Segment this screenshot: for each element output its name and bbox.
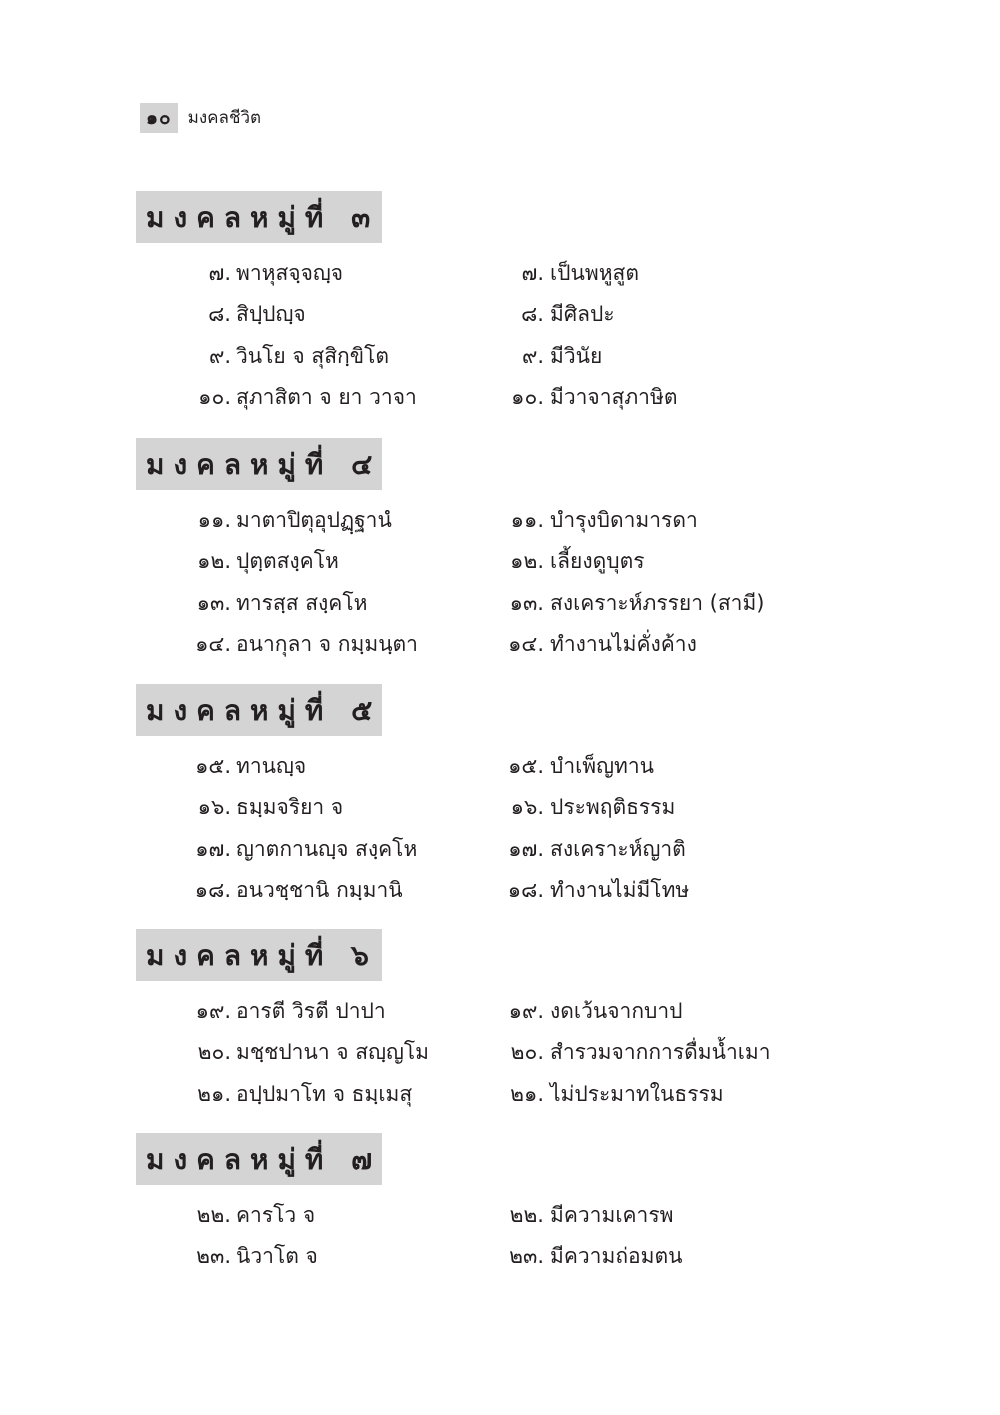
thai-text: ทำงานไม่คั่งค้าง [550, 631, 697, 656]
item-number-thai: ๙. [521, 343, 544, 368]
section-group-3 [136, 191, 896, 416]
section-group-6 [136, 929, 896, 1113]
section-group-5 [136, 684, 896, 909]
item-number-pali: ๗. [208, 261, 231, 285]
item-number-pali: ๑๕. [195, 754, 231, 778]
item-number-pali: ๑๖. [197, 795, 231, 820]
pali-text: คารโว จ [236, 1203, 316, 1227]
thai-text: มีความเคารพ [550, 1203, 674, 1227]
thai-text: สงเคราะห์ภรรยา (สามี) [550, 590, 765, 615]
pali-text: นิวาโต จ [236, 1244, 318, 1269]
thai-text: บำเพ็ญทาน [550, 754, 655, 778]
thai-text: ไม่ประมาทในธรรม [550, 1081, 724, 1106]
list-item [136, 868, 896, 909]
thai-text: มีวาจาสุภาษิต [550, 384, 678, 409]
pali-text: อารตี วิรตี ปาปา [236, 999, 386, 1023]
pali-text: ทารสฺส สงฺคโห [236, 590, 368, 615]
list-item [136, 785, 896, 826]
list-item [136, 1193, 896, 1234]
item-number-thai: ๒๒. [509, 1203, 544, 1227]
item-number-pali: ๑๑. [197, 508, 231, 532]
pali-text: อนากุลา จ กมฺมนฺตา [236, 631, 418, 656]
item-number-thai: ๑๕. [508, 754, 544, 778]
list-item [136, 744, 896, 785]
thai-text: มีศิลปะ [550, 302, 615, 327]
item-number-pali: ๑๒. [197, 549, 231, 574]
item-number-thai: ๒๓. [509, 1244, 544, 1269]
item-number-pali: ๑๐. [198, 384, 231, 409]
item-number-pali: ๑๘. [194, 877, 231, 902]
thai-text: งดเว้นจากบาป [550, 999, 683, 1023]
item-number-thai: ๒๑. [510, 1081, 544, 1106]
item-number-thai: ๑๒. [510, 549, 544, 574]
item-number-pali: ๒๓. [196, 1244, 231, 1269]
list-item [136, 1234, 896, 1275]
item-number-thai: ๑๔. [508, 631, 544, 656]
item-number-thai: ๒๐. [510, 1040, 544, 1065]
pali-text: ญาตกานญฺจ สงฺคโห [236, 836, 418, 861]
thai-text: บำรุงบิดามารดา [550, 508, 698, 532]
thai-text: เลี้ยงดูบุตร [550, 549, 645, 574]
item-number-thai: ๑๘. [507, 877, 544, 902]
list-item [136, 498, 896, 539]
pali-text: สิปฺปญฺจ [236, 302, 306, 327]
pali-text: สุภาสิตา จ ยา วาจา [236, 384, 417, 409]
list-item [136, 989, 896, 1030]
list-item [136, 251, 896, 292]
pali-text: วินโย จ สุสิกฺขิโต [236, 343, 390, 368]
thai-text: ประพฤติธรรม [550, 795, 676, 820]
item-number-pali: ๑๗. [195, 836, 231, 861]
pali-text: ทานญฺจ [236, 754, 307, 778]
item-number-thai: ๑๐. [511, 384, 544, 409]
section-title: มงคลหมู่ที่ ๗ [136, 1133, 382, 1185]
item-number-thai: ๑๗. [508, 836, 544, 861]
page-header [140, 103, 261, 133]
list-item [136, 1030, 896, 1071]
pali-text: พาหุสจฺจญฺจ [236, 261, 344, 285]
item-number-thai: ๑๑. [510, 508, 544, 532]
list-item [136, 375, 896, 416]
thai-text: ทำงานไม่มีโทษ [550, 877, 690, 902]
thai-text: มีความถ่อมตน [550, 1244, 683, 1269]
list-item [136, 827, 896, 868]
item-number-pali: ๒๐. [197, 1040, 231, 1065]
list-item [136, 539, 896, 580]
item-number-thai: ๑๙. [508, 999, 544, 1023]
pali-text: อนวชฺชานิ กมฺมานิ [236, 877, 403, 902]
thai-text: สำรวมจากการดื่มน้ำเมา [550, 1040, 771, 1065]
item-number-thai: ๘. [521, 302, 544, 327]
book-title: มงคลชีวิต [187, 108, 262, 128]
item-number-pali: ๒๒. [196, 1203, 231, 1227]
thai-text: มีวินัย [550, 343, 603, 368]
list-item [136, 1072, 896, 1113]
pali-text: ปุตฺตสงฺคโห [236, 549, 339, 574]
item-number-thai: ๗. [521, 261, 544, 285]
page-number: ๑๐ [140, 103, 178, 133]
pali-text: มชฺชปานา จ สญฺญโม [236, 1040, 429, 1065]
list-item [136, 581, 896, 622]
section-title: มงคลหมู่ที่ ๓ [136, 191, 382, 243]
pali-text: อปฺปมาโท จ ธมฺเมสุ [236, 1081, 413, 1106]
thai-text: เป็นพหูสูต [550, 261, 640, 285]
section-group-7 [136, 1133, 896, 1276]
item-number-thai: ๑๓. [509, 590, 544, 615]
item-number-pali: ๙. [208, 343, 231, 368]
list-item [136, 334, 896, 375]
section-group-4 [136, 438, 896, 663]
thai-text: สงเคราะห์ญาติ [550, 836, 686, 861]
item-number-pali: ๑๙. [195, 999, 231, 1023]
section-title: มงคลหมู่ที่ ๕ [136, 684, 382, 736]
pali-text: ธมฺมจริยา จ [236, 795, 344, 820]
section-title: มงคลหมู่ที่ ๖ [136, 929, 382, 981]
list-item [136, 622, 896, 663]
item-number-pali: ๘. [208, 302, 231, 327]
item-number-pali: ๑๔. [195, 631, 231, 656]
section-title: มงคลหมู่ที่ ๔ [136, 438, 382, 490]
item-number-pali: ๑๓. [196, 590, 231, 615]
item-number-thai: ๑๖. [510, 795, 544, 820]
item-number-pali: ๒๑. [197, 1081, 231, 1106]
list-item [136, 292, 896, 333]
pali-text: มาตาปิตุอุปฏฺฐานํ [236, 508, 392, 532]
